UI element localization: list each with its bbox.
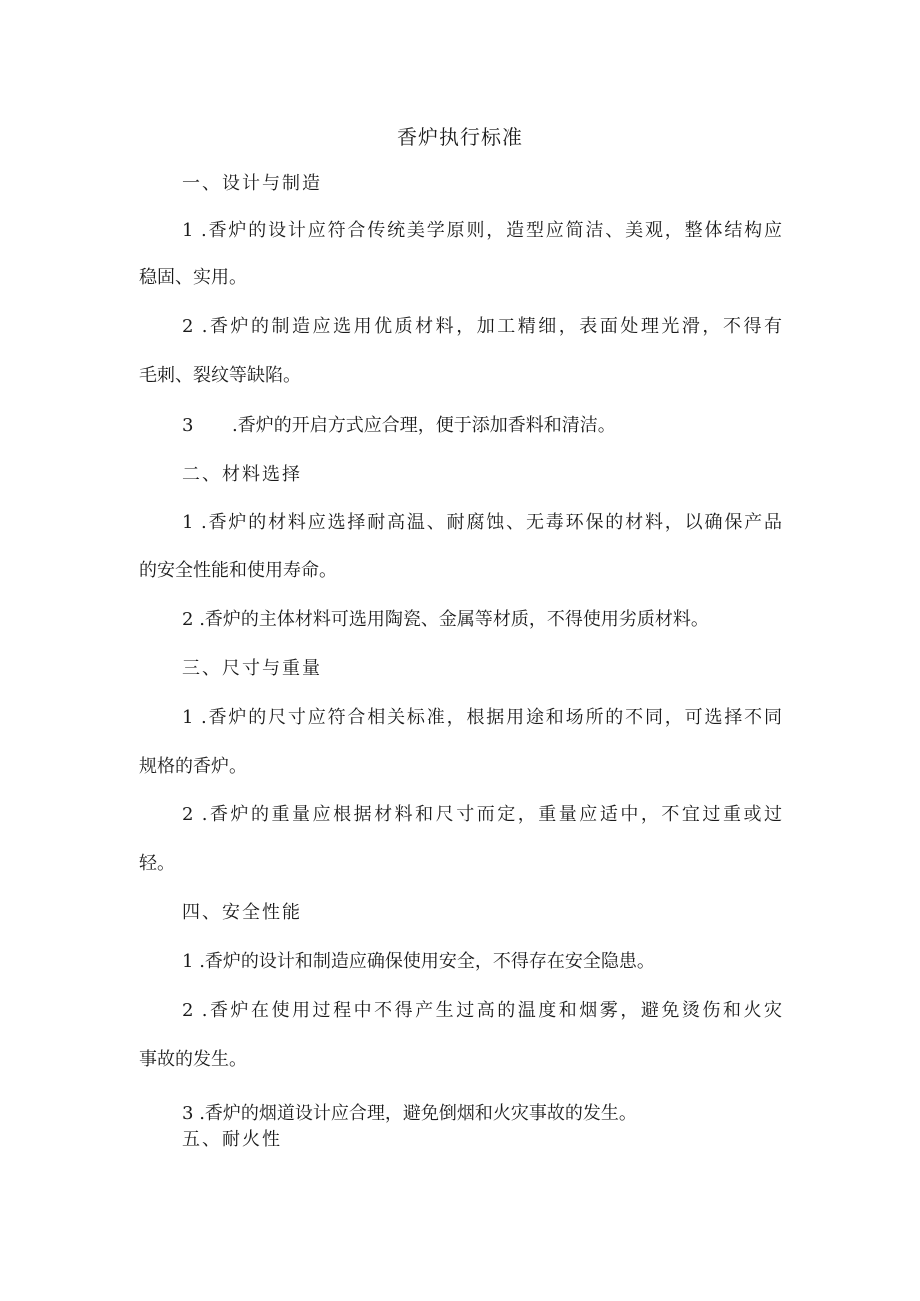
item-continuation: 的安全性能和使用寿命。 bbox=[139, 560, 337, 581]
list-item bbox=[182, 997, 782, 1025]
section-heading: 五、耐火性 bbox=[182, 1129, 282, 1150]
item-text: .香炉的设计应符合传统美学原则，造型应简洁、美观，整体结构应 bbox=[201, 220, 782, 241]
item-number: 1 bbox=[182, 220, 194, 241]
document-title: 香炉执行标准 bbox=[397, 125, 523, 149]
list-item bbox=[182, 509, 782, 537]
item-text: .香炉的材料应选择耐高温、耐腐蚀、无毒环保的材料，以确保产品 bbox=[201, 512, 782, 533]
list-item bbox=[182, 1100, 637, 1128]
item-text: .香炉的制造应选用优质材料，加工精细，表面处理光滑，不得有 bbox=[201, 316, 782, 337]
item-continuation: 稳固、实用。 bbox=[139, 267, 247, 288]
item-number: 3 bbox=[182, 1103, 194, 1124]
item-text: .香炉的烟道设计应合理，避免倒烟和火灾事故的发生。 bbox=[199, 1103, 637, 1124]
item-number: 3 bbox=[182, 415, 194, 436]
section-heading: 四、安全性能 bbox=[182, 902, 302, 923]
section-heading: 一、设计与制造 bbox=[182, 173, 322, 194]
item-text: .香炉的开启方式应合理，便于添加香料和清洁。 bbox=[232, 415, 616, 436]
item-number: 1 bbox=[182, 951, 194, 972]
list-item bbox=[182, 704, 782, 732]
list-item bbox=[182, 412, 616, 440]
item-number: 2 bbox=[182, 804, 194, 825]
item-text: .香炉的设计和制造应确保使用安全，不得存在安全隐患。 bbox=[199, 951, 655, 972]
item-number: 1 bbox=[182, 707, 194, 728]
list-item bbox=[182, 217, 782, 245]
list-item bbox=[182, 606, 709, 634]
list-item bbox=[182, 801, 782, 829]
item-number: 2 bbox=[182, 316, 194, 337]
item-number: 2 bbox=[182, 1000, 194, 1021]
list-item bbox=[182, 948, 655, 976]
item-continuation: 事故的发生。 bbox=[139, 1049, 247, 1070]
item-text: .香炉的重量应根据材料和尺寸而定，重量应适中，不宜过重或过 bbox=[201, 804, 782, 825]
item-text: .香炉的主体材料可选用陶瓷、金属等材质，不得使用劣质材料。 bbox=[199, 609, 709, 630]
item-text: .香炉的尺寸应符合相关标准，根据用途和场所的不同，可选择不同 bbox=[201, 707, 782, 728]
item-continuation: 毛刺、裂纹等缺陷。 bbox=[139, 365, 301, 386]
list-item bbox=[182, 313, 782, 341]
item-text: .香炉在使用过程中不得产生过高的温度和烟雾，避免烫伤和火灾 bbox=[201, 1000, 782, 1021]
item-continuation: 规格的香炉。 bbox=[139, 756, 247, 777]
item-continuation: 轻。 bbox=[139, 853, 175, 874]
item-number: 2 bbox=[182, 609, 194, 630]
section-heading: 三、尺寸与重量 bbox=[182, 658, 322, 679]
section-heading: 二、材料选择 bbox=[182, 464, 302, 485]
item-number: 1 bbox=[182, 512, 194, 533]
